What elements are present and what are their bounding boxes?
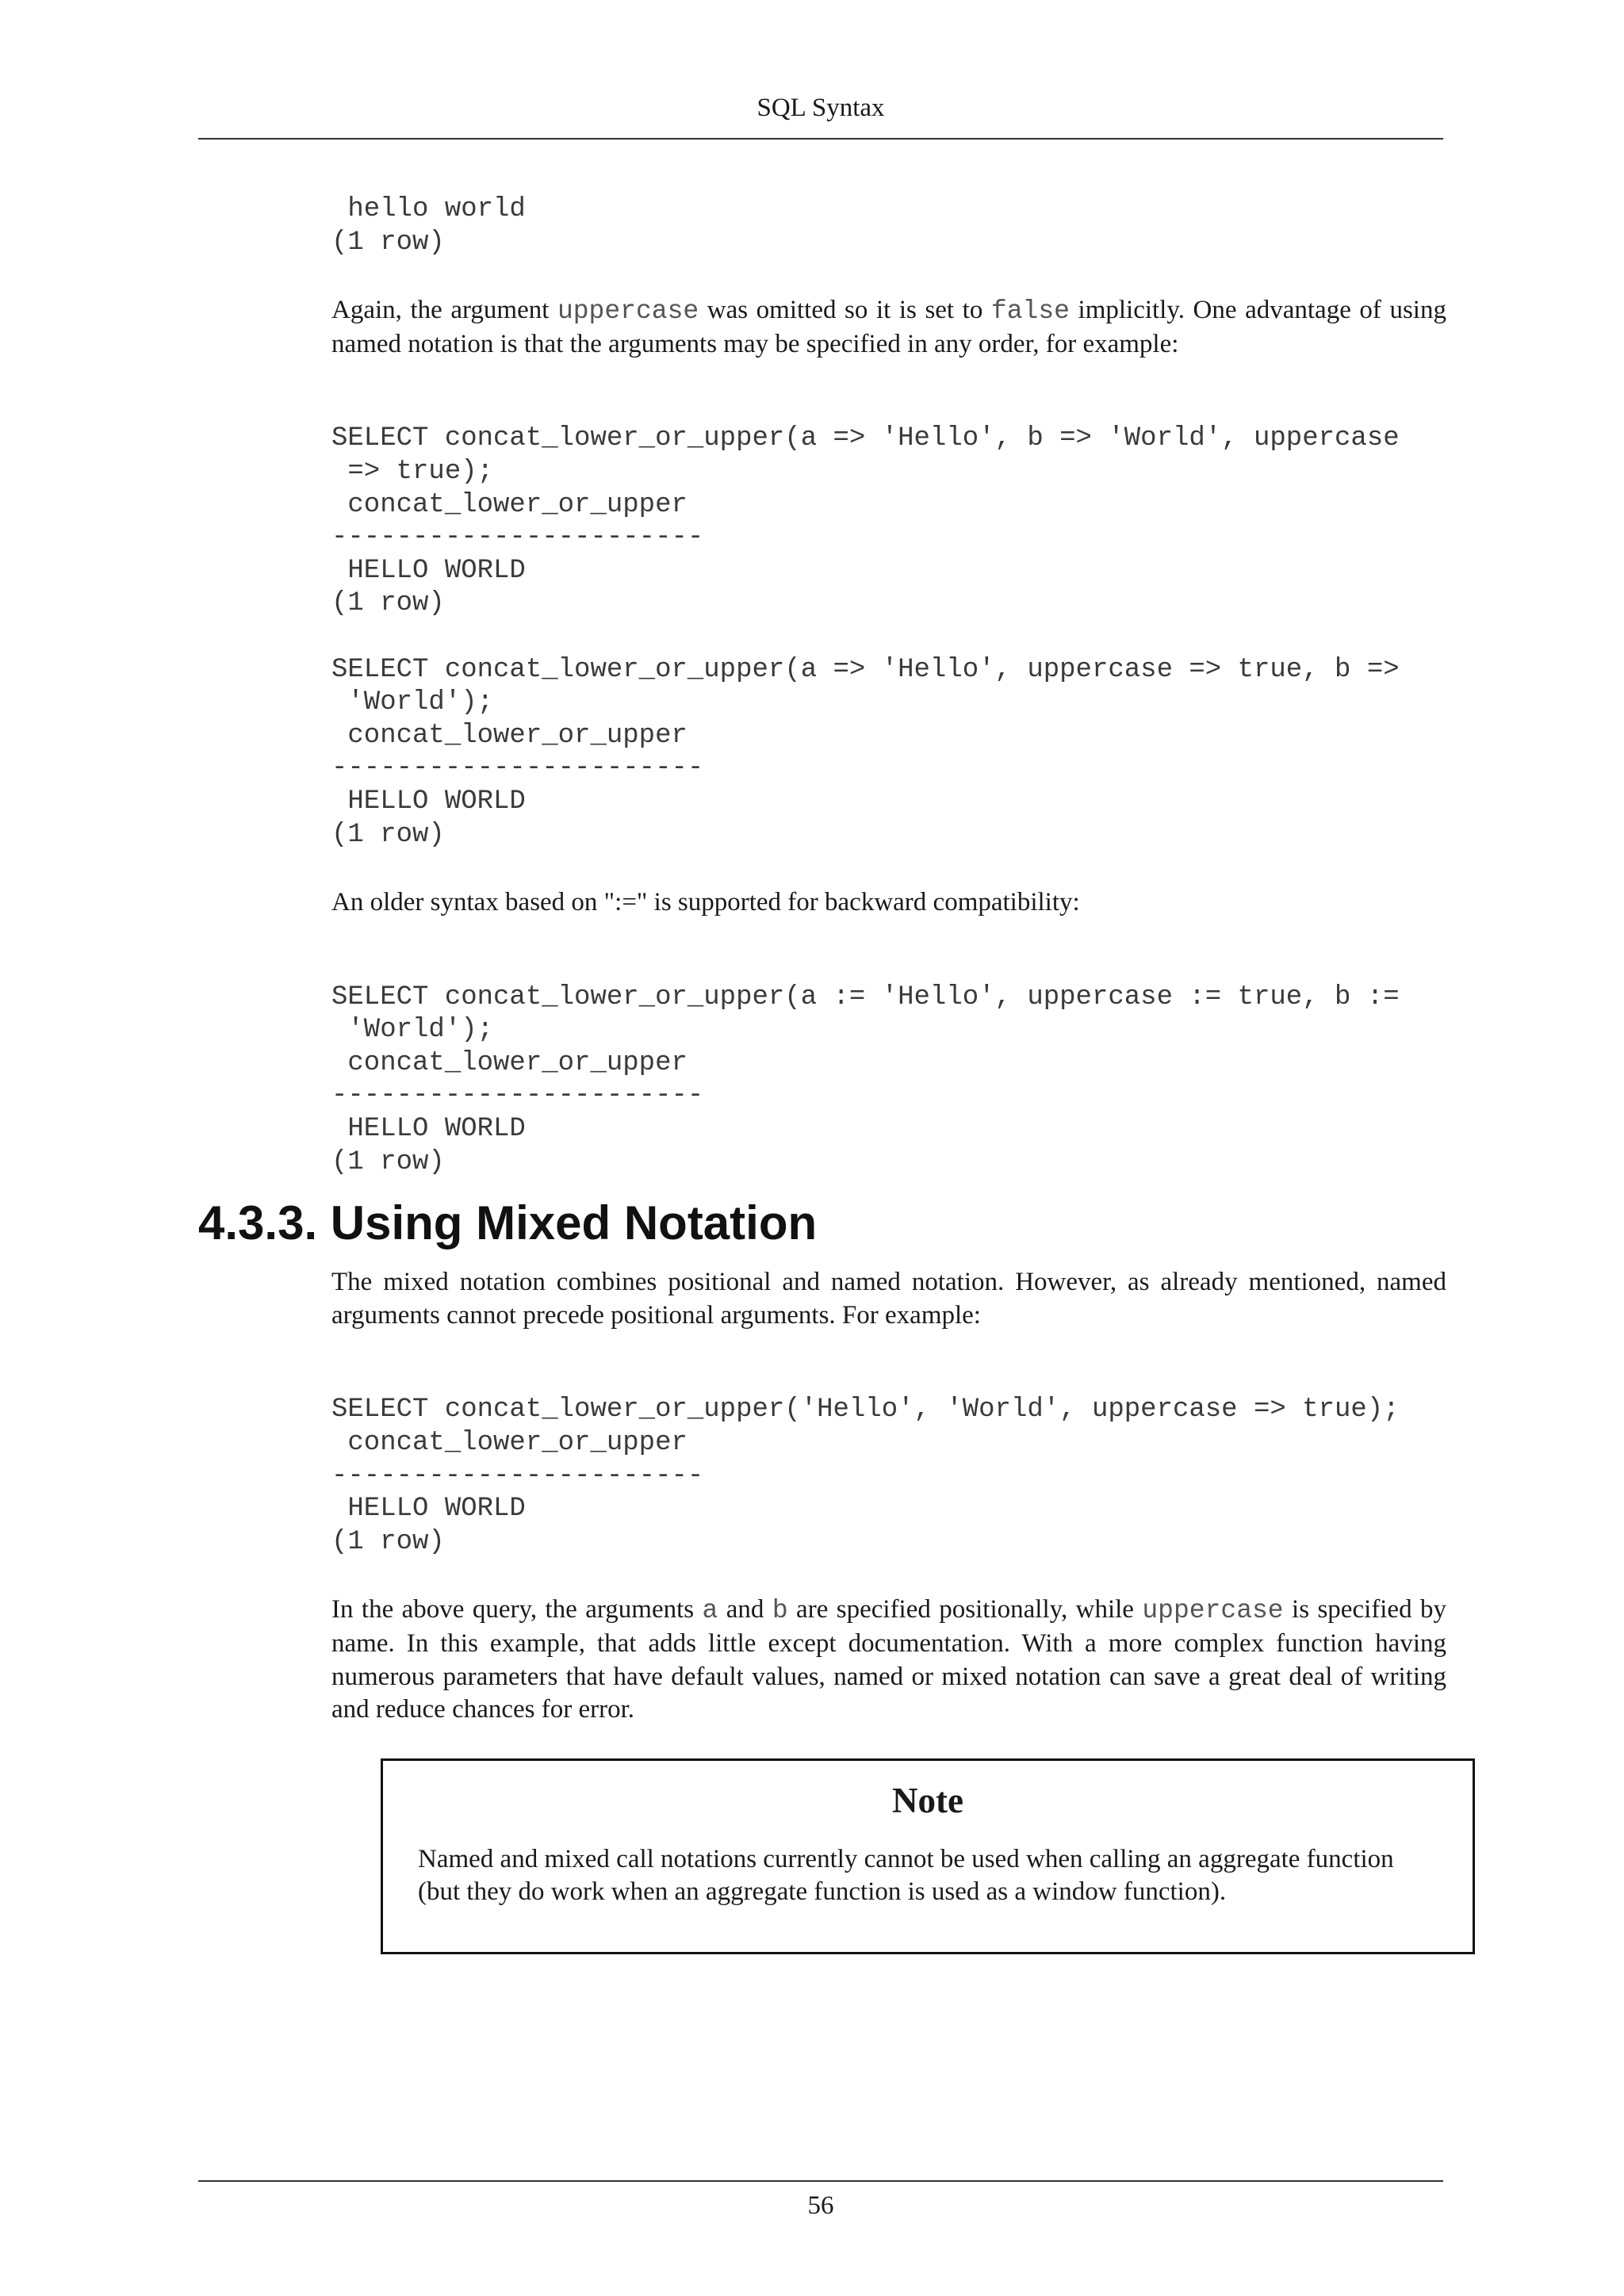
running-header: SQL Syntax	[756, 94, 885, 122]
code-block-mixed-notation: SELECT concat_lower_or_upper('Hello', 'World', uppercase => true); concat_lower_or_upper ----------------------- HELLO WORLD (1 row)	[331, 1395, 1400, 1557]
text-run: and	[718, 1595, 772, 1624]
note-box	[381, 1758, 1475, 1954]
page-content	[198, 193, 1446, 1954]
note-title: Note	[892, 1780, 963, 1820]
text-run: are specified positionally, while	[787, 1595, 1143, 1624]
text-run: In the above query, the arguments	[331, 1595, 703, 1624]
inline-code-false: false	[990, 297, 1070, 327]
code-block-named-notation: SELECT concat_lower_or_upper(a => 'Hello', b => 'World', uppercase => true); concat_lower_or_upper ----------------------- HELLO WORLD (1 row) SELECT concat_lower_or_upper(a => 'Hello', uppercase => true, b => 'World'); concat_lower_or_upper ----------------------- HELLO WORLD (1 row)	[331, 423, 1400, 850]
section-heading: 4.3.3. Using Mixed Notation	[198, 1196, 818, 1250]
code-block-older-syntax: SELECT concat_lower_or_upper(a := 'Hello', uppercase := true, b := 'World'); concat_lower_or_upper ----------------------- HELLO WORLD (1 row)	[331, 982, 1400, 1177]
text-run: was omitted so it is set to	[699, 296, 991, 325]
page-number: 56	[807, 2191, 834, 2220]
text-run: is specified by name. In this example, that adds little except documentation. With a more complex function having numerous parameters that have default values, named or mixed notation can save a great deal of writing and reduce chances for error.	[331, 1595, 1446, 1724]
paragraph-mixed-notation: The mixed notation combines positional and named notation. However, as already mentioned, named arguments cannot precede positional arguments. For example:	[331, 1268, 1446, 1330]
paragraph-mixed-explanation	[331, 1594, 1446, 1726]
inline-code-a: a	[702, 1596, 718, 1626]
inline-code-uppercase: uppercase	[1142, 1596, 1284, 1626]
text-run: Again, the argument	[331, 296, 557, 325]
note-text: Named and mixed call notations currently cannot be used when calling an aggregate function (but they do work when an aggregate function is used as a window function).	[418, 1844, 1394, 1907]
paragraph-named-order	[331, 294, 1446, 361]
footer-rule	[198, 2180, 1443, 2182]
header-rule	[198, 138, 1443, 140]
inline-code-uppercase: uppercase	[557, 297, 699, 327]
inline-code-b: b	[772, 1596, 788, 1626]
text-run: implicitly. One advantage of using named notation is that the arguments may be specified in any order, for example:	[331, 296, 1446, 358]
paragraph-older-syntax: An older syntax based on ":=" is supported for backward compatibility:	[331, 888, 1080, 917]
code-block-result: hello world (1 row)	[331, 194, 526, 258]
